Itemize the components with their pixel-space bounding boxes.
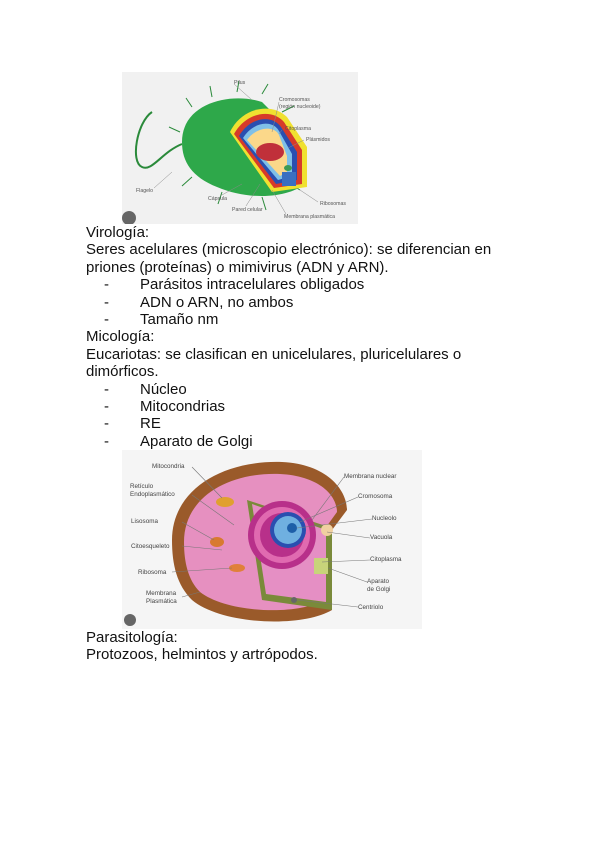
label-region: (región nucleoide) <box>279 104 321 110</box>
label-centriolo: Centriolo <box>358 604 384 611</box>
label-plasmidos: Plásmidos <box>306 137 330 143</box>
list-item: - Núcleo <box>104 380 187 398</box>
label-pilus: Pilus <box>234 80 246 86</box>
list-item: - Tamaño nm <box>104 311 219 329</box>
label-membrana-2: Plasmática <box>146 598 177 605</box>
parasitologia-line-1: Protozoos, helmintos y artrópodos. <box>86 646 318 664</box>
list-item: - Mitocondrias <box>104 398 226 416</box>
micologia-line-2: dimórficos. <box>86 363 159 381</box>
label-ribosomas: Ribosomas <box>320 201 346 207</box>
micologia-line-1: Eucariotas: se clasifican en unicelulares, pluricelulares o <box>86 345 462 363</box>
virologia-line-1: Seres acelulares (microscopio electrónico): se diferencian en <box>86 241 492 259</box>
label-vacuola: Vacuola <box>370 534 393 541</box>
label-nucleolo: Nucleolo <box>372 515 397 522</box>
label-lisosoma: Lisosoma <box>131 518 158 525</box>
label-golgi-1: Aparato <box>367 578 390 585</box>
section-virologia <box>86 224 526 450</box>
label-pared: Pared celular <box>232 207 263 213</box>
label-cromosoma: Cromosoma <box>358 493 393 500</box>
label-reticulo-2: Endoplasmático <box>130 491 175 498</box>
label-cromosomas: Cromosomas <box>279 97 310 103</box>
label-reticulo-1: Retículo <box>130 483 154 490</box>
label-membrana-1: Membrana <box>146 590 177 597</box>
label-capsula: Cápsula <box>208 196 228 202</box>
list-item: - ADN o ARN, no ambos <box>104 293 294 311</box>
label-citoesqueleto: Citoesqueleto <box>131 543 170 550</box>
label-citoplasma: Citoplasma <box>285 126 311 132</box>
virologia-line-2: priones (proteínas) o mimivirus (ADN y ARN). <box>86 258 389 276</box>
bacteria-diagram <box>122 72 358 224</box>
watermark-icon <box>124 614 136 626</box>
list-item: - RE <box>104 415 161 433</box>
label-membrana-nuclear: Membrana nuclear <box>344 473 397 480</box>
heading-parasitologia: Parasitología: <box>86 629 178 646</box>
cell-illustration <box>122 450 422 629</box>
label-ribosoma: Ribosoma <box>138 569 167 576</box>
label-golgi-2: de Golgi <box>367 586 391 593</box>
list-item: - Parásitos intracelulares obligados <box>104 276 365 294</box>
section-parasitologia <box>86 629 526 664</box>
cell-diagram <box>122 450 422 629</box>
label-citoplasma: Citoplasma <box>370 556 402 563</box>
label-flagelo: Flagelo <box>136 188 154 194</box>
heading-micologia: Micología: <box>86 328 155 346</box>
heading-virologia: Virología: <box>86 224 150 241</box>
list-item: - Aparato de Golgi <box>104 432 253 450</box>
watermark-icon <box>122 211 136 224</box>
label-mitocondria: Mitocondria <box>152 463 185 470</box>
label-membrana: Membrana plasmática <box>284 214 336 220</box>
bacteria-illustration <box>122 72 358 224</box>
